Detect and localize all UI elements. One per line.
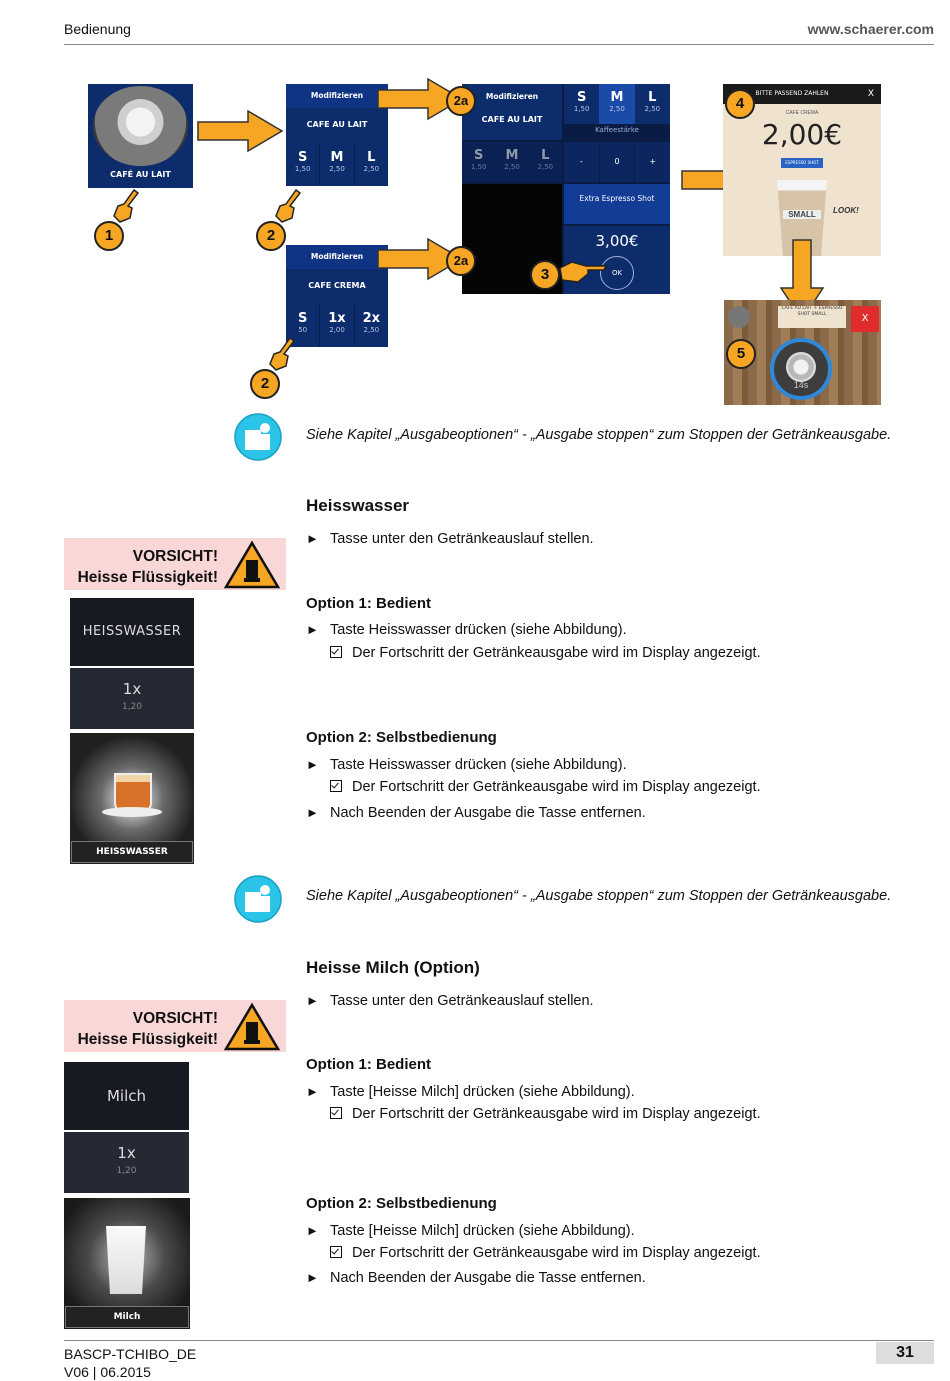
- step-marker-2a: 2a: [446, 86, 476, 116]
- size-s-button[interactable]: S 1,50: [286, 142, 320, 186]
- option2-result: Der Fortschritt der Getränkeausgabe wird im Display angezeigt.: [330, 779, 761, 795]
- step-marker-1: 1: [94, 221, 124, 251]
- header-section: Bedienung: [64, 21, 131, 37]
- screen-title: Modifizieren: [286, 84, 388, 108]
- screen-title: Modifizieren: [286, 245, 388, 269]
- step-marker-5: 5: [726, 339, 756, 369]
- price: 1,20: [116, 1166, 137, 1176]
- option2-end: ► Nach Beenden der Ausgabe die Tasse entfernen.: [306, 1270, 646, 1286]
- payment-header: BITTE PASSEND ZAHLEN: [723, 84, 861, 104]
- close-icon[interactable]: X: [861, 84, 881, 104]
- warning-subtitle: Heisse Flüssigkeit!: [77, 1031, 218, 1048]
- progress-ring: [770, 338, 832, 400]
- left-size-row: S 1,50 M 2,50 L 2,50: [462, 142, 562, 182]
- option1-heading: Option 1: Bedient: [306, 595, 431, 612]
- size-m-button[interactable]: M 2,50: [599, 84, 634, 124]
- step-marker-2: 2: [256, 221, 286, 251]
- milch-size-button[interactable]: [64, 1132, 189, 1193]
- strength-minus-button[interactable]: -: [564, 142, 599, 182]
- milch-self-service-tile[interactable]: [64, 1198, 190, 1329]
- warning-subtitle: Heisse Flüssigkeit!: [77, 569, 218, 586]
- espresso-shot-button[interactable]: ESPRESSO SHOT: [781, 158, 823, 168]
- product-name: CAFE CREMA: [308, 281, 366, 290]
- ok-button[interactable]: OK: [600, 256, 634, 290]
- tile-label: Milch: [65, 1306, 189, 1328]
- milch-button-screen: [64, 1062, 189, 1130]
- step-marker-3: 3: [530, 260, 560, 290]
- option1-result: Der Fortschritt der Getränkeausgabe wird im Display angezeigt.: [330, 645, 761, 661]
- section-title-heisse-milch: Heisse Milch (Option): [306, 958, 480, 977]
- page-number: 31: [876, 1342, 934, 1364]
- progress-info: CAFE AU LAIT + ESPRESSO SHOT SMALL: [778, 306, 846, 328]
- right-size-row: [564, 84, 670, 124]
- header-website: www.schaerer.com: [807, 21, 934, 37]
- pointing-hand-icon: [274, 188, 304, 224]
- section-title-heisswasser: Heisswasser: [306, 496, 410, 515]
- heisswasser-self-service-tile[interactable]: [70, 733, 194, 864]
- warning-title: VORSICHT!: [132, 548, 218, 565]
- info-note: Siehe Kapitel „Ausgabeoptionen“ - „Ausgabe stoppen“ zum Stoppen der Getränkeausgabe.: [306, 427, 892, 443]
- saucer-image: [102, 807, 162, 817]
- footer-document: [64, 1345, 196, 1381]
- warning-box: [64, 538, 286, 590]
- strength-plus-button[interactable]: +: [635, 142, 670, 182]
- milk-glass-image: [106, 1226, 146, 1294]
- checkbox-icon: [330, 1107, 342, 1119]
- pointing-hand-icon: [112, 188, 142, 224]
- step-marker-4: 4: [725, 89, 755, 119]
- option2-heading: Option 2: Selbstbedienung: [306, 729, 497, 746]
- pointing-hand-icon: [268, 336, 298, 372]
- step-marker-2: 2: [250, 369, 280, 399]
- status-circle: [728, 306, 750, 328]
- button-title: HEISSWASSER: [82, 624, 182, 639]
- price: 1,20: [121, 702, 143, 712]
- step-marker-2a: 2a: [446, 246, 476, 276]
- pointing-hand-icon: [558, 258, 608, 288]
- progress-timer: 14s: [793, 380, 809, 390]
- footer-version: V06 | 06.2015: [64, 1364, 151, 1380]
- info-note: Siehe Kapitel „Ausgabeoptionen“ - „Ausgabe stoppen“ zum Stoppen der Getränkeausgabe.: [306, 888, 892, 904]
- screen-modify-cafe-crema: [286, 245, 388, 347]
- size-2x-button[interactable]: 2x 2,50: [362, 311, 381, 334]
- size-1x-button[interactable]: 1x 2,00: [320, 303, 354, 347]
- option1-result: Der Fortschritt der Getränkeausgabe wird im Display angezeigt.: [330, 1106, 761, 1122]
- option1-step: ► Taste Heisswasser drücken (siehe Abbildung).: [306, 622, 627, 638]
- size-s-button[interactable]: S 50: [286, 303, 320, 347]
- info-reading-icon: [233, 412, 283, 462]
- step-cup-heisswasser: ► Tasse unter den Getränkeauslauf stellen.: [306, 531, 594, 547]
- button-title: Milch: [106, 1087, 147, 1105]
- option2-step: ► Taste [Heisse Milch] drücken (siehe Abbildung).: [306, 1223, 635, 1239]
- quantity: 1x: [122, 680, 142, 698]
- size-row: [286, 142, 388, 186]
- option1-heading: Option 1: Bedient: [306, 1056, 431, 1073]
- cup-image: [786, 352, 816, 382]
- heisswasser-button-screen: [70, 598, 194, 666]
- screen-cafe-au-lait-tile: [88, 84, 193, 188]
- option2-heading: Option 2: Selbstbedienung: [306, 1195, 497, 1212]
- size-m-button[interactable]: M 2,50: [320, 142, 354, 186]
- cup-brand: LOOK!: [833, 206, 859, 215]
- option2-result: Der Fortschritt der Getränkeausgabe wird im Display angezeigt.: [330, 1245, 761, 1261]
- product-name: CAFE AU LAIT: [306, 120, 368, 129]
- option2-end: ► Nach Beenden der Ausgabe die Tasse entfernen.: [306, 805, 646, 821]
- cup-image: [93, 86, 188, 166]
- payment-product: CAFE CREMA: [785, 110, 819, 116]
- left-panel-top: [462, 84, 562, 140]
- warning-box: [64, 1000, 286, 1052]
- option2-step: ► Taste Heisswasser drücken (siehe Abbildung).: [306, 757, 627, 773]
- heisswasser-size-button[interactable]: [70, 668, 194, 729]
- screen-modify-cafe-au-lait: [286, 84, 388, 186]
- checkbox-icon: [330, 780, 342, 792]
- product-name: CAFE AU LAIT: [481, 115, 543, 124]
- quantity: 1x: [117, 1144, 136, 1162]
- warning-title: VORSICHT!: [132, 1010, 218, 1027]
- screen-title: Modifizieren: [485, 92, 539, 101]
- option1-step: ► Taste [Heisse Milch] drücken (siehe Abbildung).: [306, 1084, 635, 1100]
- strength-zero-button[interactable]: 0: [600, 142, 635, 182]
- info-reading-icon: [233, 874, 283, 924]
- hot-liquid-warning-icon: [224, 1002, 280, 1052]
- footer-doc-id: BASCP-TCHIBO_DE: [64, 1346, 197, 1362]
- total-price: 3,00€: [595, 232, 639, 250]
- step-cup-heisse-milch: ► Tasse unter den Getränkeauslauf stellen.: [306, 993, 594, 1009]
- strength-row: [564, 142, 670, 182]
- size-l-button[interactable]: L 2,50: [644, 90, 661, 113]
- footer-divider: [64, 1340, 934, 1341]
- arrow-right-icon: [196, 108, 286, 154]
- size-s-button[interactable]: S 1,50: [573, 90, 590, 113]
- hot-liquid-warning-icon: [224, 540, 280, 590]
- cup-size-label: SMALL: [783, 210, 821, 219]
- close-icon[interactable]: X: [851, 306, 879, 332]
- tile-label: HEISSWASSER: [71, 841, 193, 863]
- header-divider: [64, 44, 934, 45]
- size-l-button[interactable]: L 2,50: [363, 150, 380, 173]
- checkbox-icon: [330, 646, 342, 658]
- checkbox-icon: [330, 1246, 342, 1258]
- size-row: [286, 303, 388, 347]
- tile-label: CAFÉ AU LAIT: [110, 170, 171, 179]
- strength-label: Kaffeestärke: [595, 126, 639, 134]
- extra-espresso-shot-button[interactable]: Extra Espresso Shot: [564, 184, 670, 224]
- payment-price: 2,00€: [761, 118, 843, 151]
